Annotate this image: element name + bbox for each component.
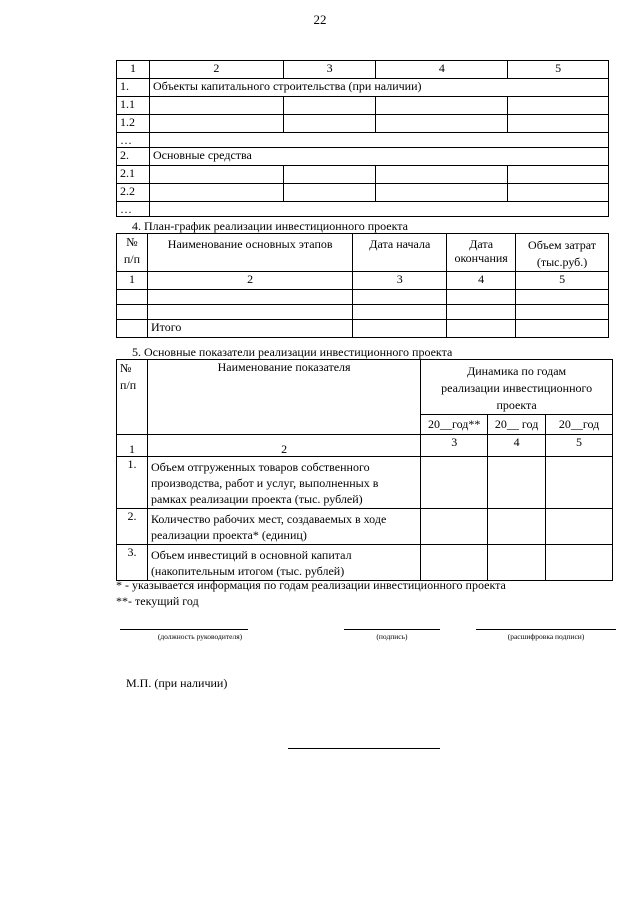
table-row	[117, 97, 609, 115]
row-number: 1.2	[117, 115, 150, 133]
number-row	[117, 435, 613, 457]
footnote-2: **- текущий год	[116, 594, 199, 608]
header-end-date: Дата окончания	[447, 234, 516, 272]
decoding-caption: (расшифровка подписи)	[507, 632, 585, 641]
number-cell: 3	[421, 435, 488, 457]
header-indicator: Наименование показателя	[147, 360, 420, 435]
table-row	[117, 133, 609, 148]
row-number: 2.1	[117, 166, 150, 184]
row-number: 2.	[117, 148, 150, 166]
table-row	[117, 305, 609, 320]
signature-caption: (подпись)	[376, 632, 408, 641]
stamp-label: М.П. (при наличии)	[126, 676, 228, 690]
header-cell: 5	[508, 61, 609, 79]
header-num: № п/п	[117, 360, 148, 435]
signature-line	[344, 629, 440, 630]
table-row	[117, 148, 609, 166]
total-row	[117, 320, 609, 338]
number-cell: 2	[147, 272, 352, 290]
table-row	[117, 184, 609, 202]
table-row	[117, 509, 613, 545]
decoding-line	[476, 629, 616, 630]
indicators-table	[116, 359, 613, 581]
header-year-2: 20__ год	[488, 415, 546, 435]
table-header-row	[117, 234, 609, 272]
number-row	[117, 272, 609, 290]
table-row	[117, 290, 609, 305]
number-cell: 3	[353, 272, 447, 290]
row-number: …	[117, 202, 150, 217]
row-number: 2.2	[117, 184, 150, 202]
header-cell: 1	[117, 61, 150, 79]
header-num: № п/п	[117, 234, 148, 272]
number-cell: 5	[546, 435, 613, 457]
row-label: Объекты капитального строительства (при наличии)	[149, 79, 608, 97]
number-cell: 1	[117, 272, 148, 290]
section-4-title: 4. План-график реализации инвестиционного проекта	[132, 219, 408, 233]
row-label: Основные средства	[149, 148, 608, 166]
header-cell: 3	[283, 61, 376, 79]
row-label: Количество рабочих мест, создаваемых в ходе реализации проекта* (единиц)	[147, 509, 420, 545]
table-header-row	[117, 61, 609, 79]
number-cell: 1	[117, 435, 148, 457]
number-cell: 5	[516, 272, 609, 290]
table-row	[117, 79, 609, 97]
position-line	[120, 629, 248, 630]
row-number: 3.	[117, 545, 148, 581]
row-number: 1.	[117, 79, 150, 97]
header-cell: 4	[376, 61, 508, 79]
total-label: Итого	[147, 320, 352, 338]
header-stages: Наименование основных этапов	[147, 234, 352, 272]
position-caption: (должность руководителя)	[157, 632, 243, 641]
table-row	[117, 545, 613, 581]
table-row	[117, 115, 609, 133]
bottom-divider	[288, 748, 440, 749]
schedule-table	[116, 233, 609, 338]
header-costs: Объем затрат (тыс.руб.)	[516, 234, 609, 272]
header-dynamics: Динамика по годам реализации инвестиционного проекта	[421, 360, 613, 415]
row-number: 1.1	[117, 97, 150, 115]
header-start-date: Дата начала	[353, 234, 447, 272]
number-cell: 4	[488, 435, 546, 457]
row-number: 1.	[117, 457, 148, 509]
row-number: …	[117, 133, 150, 148]
header-year-current: 20__год**	[421, 415, 488, 435]
header-year-3: 20__год	[546, 415, 613, 435]
table-row	[117, 202, 609, 217]
footnote-1: * - указывается информация по годам реализации инвестиционного проекта	[116, 578, 506, 592]
section-5-title: 5. Основные показатели реализации инвестиционного проекта	[132, 345, 453, 359]
resources-table	[116, 60, 609, 217]
number-cell: 4	[447, 272, 516, 290]
number-cell: 2	[147, 435, 420, 457]
header-cell: 2	[149, 61, 283, 79]
row-number: 2.	[117, 509, 148, 545]
table-row	[117, 457, 613, 509]
table-row	[117, 166, 609, 184]
row-label: Объем инвестиций в основной капитал (накопительным итогом (тыс. рублей)	[147, 545, 420, 581]
page-number: 22	[313, 12, 327, 27]
row-label: Объем отгруженных товаров собственного производства, работ и услуг, выполненных в рамках реализации проекта (тыс. рублей)	[147, 457, 420, 509]
